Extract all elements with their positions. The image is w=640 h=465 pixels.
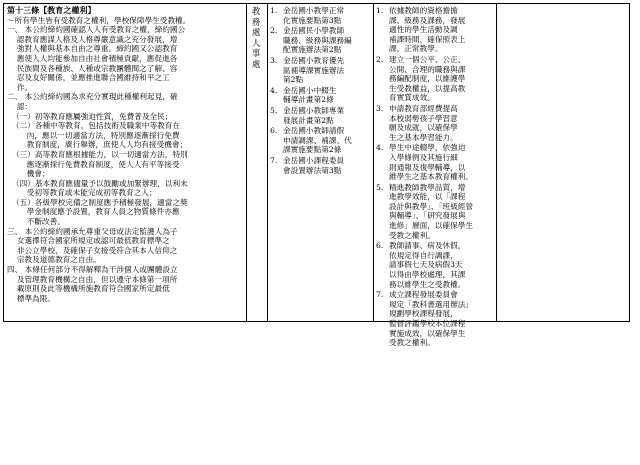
regulation-number: 6. [270, 126, 278, 136]
regulation-text [283, 26, 373, 55]
article-line: 標準為限。 [7, 293, 56, 303]
implementation-number: 3. [376, 103, 384, 113]
implementation-text [389, 55, 496, 103]
notes-column [497, 4, 629, 321]
implementation-line: 依據教師的資格擔擔 [389, 6, 458, 15]
implementation-line: 進修」層面，以確保學生 [389, 221, 474, 231]
regulation-number: 5. [270, 105, 278, 115]
regulation-line: 發展計畫第2點 [283, 115, 334, 125]
article-line: 三、 本公約締約國承允尊重父母或法定監護人為子 [7, 226, 178, 236]
regulation-item [270, 86, 373, 105]
regulation-line: 會設置辦法第3點 [283, 165, 342, 175]
implementation-line: 依規定得自行調課， [389, 250, 458, 260]
regulation-line: 金岳國民小學教師 [283, 26, 345, 36]
responsible-unit-label: 教務處人事處 [251, 6, 261, 69]
regulation-text [283, 106, 373, 125]
implementation-line: 監督評鑑學校本位課程 [389, 319, 466, 328]
implementation-line: 學生中途輟學，依強迫 [389, 143, 466, 153]
regulation-line: 金岳國小教師專業 [283, 105, 345, 115]
regulation-line: 金岳國小課程委員 [283, 155, 345, 165]
implementation-item [376, 6, 496, 54]
regulation-line: 輔導計畫第2條 [283, 95, 334, 105]
regulation-number: 7. [270, 155, 278, 165]
article-line: 非公立學校，及確保子女接受符合其本人信仰之 [7, 245, 178, 255]
implementation-line: 規定「教科書選用辦法」 [389, 299, 474, 309]
article-title: 第十三條【教育之權利】 [7, 5, 96, 15]
regulation-line: 金岳國小教師請假 [283, 126, 345, 136]
implementation-number: 7. [376, 290, 384, 300]
implementation-item [376, 104, 496, 142]
article-line: 四、 本條任何部分不得解釋為干涉個人或團體設立 [7, 265, 178, 275]
article-line: （四）基本教育應儘量予以鼓勵或加緊辦理，以利未 [7, 178, 188, 188]
implementation-text [389, 183, 496, 241]
article-line: （一）初等教育應屬強迫性質，免費普及全民； [7, 111, 173, 121]
regulation-item [270, 126, 373, 155]
implementation-line: 務編配制度，以維護學 [389, 74, 466, 84]
article-line: 認教育應謀人格及人格尊嚴意識之充分發展，增 [7, 34, 178, 44]
article-line: 女選擇符合國家所規定或認可最低教育標準之 [7, 236, 170, 246]
regulation-number: 1. [270, 6, 278, 15]
implementation-line: 以得由學校處理，其課 [389, 270, 466, 280]
regulation-text [283, 86, 373, 105]
regulation-number: 2. [270, 26, 278, 36]
responsible-unit-column [247, 4, 267, 321]
implementation-line: 適性的學生活動及調 [389, 25, 458, 35]
implementation-line: 願及成就，以確保學 [389, 123, 458, 133]
implementation-list [376, 6, 496, 348]
implementation-column [374, 4, 496, 348]
implementation-line: 請事假七天及病假3天 [389, 260, 463, 270]
implementation-line: 進教學效能，以「課程 [389, 192, 466, 202]
regulation-line: 金岳國小教學正常 [283, 6, 345, 15]
article-line: 受初等教育或未能完成初等教育之人； [7, 188, 157, 198]
implementation-line: 補課時間，確保照表上 [389, 34, 466, 44]
implementation-line: 建立一個公平、公正、 [389, 54, 466, 64]
implementation-text [389, 104, 496, 142]
implementation-item [376, 241, 496, 289]
article-line: 及管理教育機構之自由，但以遵守本條第一項所 [7, 274, 178, 284]
implementation-line: 生受教權益，以提高教 [389, 83, 466, 93]
article-line: 應逐漸採行免費教育制度，使人人有平等接受 [7, 159, 180, 169]
school-regulations-column [268, 4, 373, 321]
implementation-text [389, 290, 496, 348]
regulation-number: 4. [270, 85, 278, 95]
regulation-line: 課實施要點第2條 [283, 145, 342, 155]
implementation-line: 維學生之基本教育權利。 [389, 172, 474, 182]
regulations-list [270, 6, 373, 175]
implementation-line: 受教之權利。 [389, 338, 435, 348]
implementation-line: 本校弱勢孩子學習意 [389, 113, 458, 123]
implementation-number: 2. [376, 54, 384, 64]
article-line: 機會； [7, 169, 50, 179]
rights-table [3, 3, 630, 348]
regulation-line: 配實施辦法第2點 [283, 45, 342, 55]
regulation-text [283, 56, 373, 85]
article-line: 教育制度，廣行舉辦，庶使人人均有接受機會； [7, 140, 188, 150]
regulation-item [270, 26, 373, 55]
implementation-line: 課、級務及課務，發展 [389, 15, 466, 25]
implementation-number: 6. [376, 241, 384, 251]
implementation-item [376, 290, 496, 348]
implementation-line: 受教之權利。 [389, 230, 435, 240]
article-line: （三）高等教育應根據能力，以一切適當方法，特別 [7, 149, 188, 159]
regulation-line: 第2點 [283, 75, 304, 85]
regulation-text [283, 156, 373, 175]
regulation-line: 區補導課實施辦法 [283, 65, 345, 75]
implementation-line: 公開、合理的職務與課 [389, 64, 466, 74]
regulation-line: 申請調課、補課、代 [283, 135, 352, 145]
regulation-line: 化實施要點第3點 [283, 15, 342, 25]
implementation-line: 設計與教學」、「班級經營 [389, 201, 474, 211]
article-line: 一、 本公約締約國確認人人有受教育之權，締約國公 [7, 25, 186, 35]
implementation-number: 5. [376, 182, 384, 192]
article-line: 作。 [7, 82, 33, 92]
implementation-text [389, 6, 496, 54]
implementation-line: 規劃學校課程發展， [389, 309, 458, 319]
implementation-number: 4. [376, 143, 384, 153]
implementation-line: 則通報及復學輔導，以 [389, 162, 466, 172]
article-line: （二）各種中等教育，包括技術及職業中等教育在 [7, 121, 181, 131]
implementation-line: 生之基本學習能力。 [389, 132, 458, 142]
implementation-item [376, 55, 496, 103]
article-line: 應使人人均能參加自由社會積極貢獻，應促進各 [7, 53, 178, 63]
article-line: 民族間及各種族、人種或宗教團體間之了解、容 [7, 63, 178, 73]
article-line: 宗教及道德教育之自由。 [7, 255, 101, 265]
implementation-item [376, 143, 496, 181]
implementation-text [389, 143, 496, 181]
implementation-text [389, 241, 496, 289]
regulation-item [270, 6, 373, 25]
implementation-line: 精進教師教學品質，增 [389, 182, 466, 192]
article-line: 強對人權與基本自由之尊重。締約國又公認教育 [7, 44, 178, 54]
article-text [7, 16, 244, 304]
article-line: 二、 本公約締約國為求充分實現此種權利起見，確 [7, 92, 178, 102]
regulation-number: 3. [270, 55, 278, 65]
implementation-line: 入學條例及其施行細 [389, 152, 458, 162]
article-line: 內，應以一切適當方法，特別應逐漸採行免費 [7, 130, 180, 140]
regulation-line: 金岳國小教育優先 [283, 55, 345, 65]
regulation-text [283, 6, 373, 25]
regulation-item [270, 106, 373, 125]
article-line: 學金制度應予設置，教育人員之物質條件亦應 [7, 207, 180, 217]
implementation-line: 育實質成效。 [389, 93, 435, 103]
article-line: ～所有學生皆有受教育之權利，學校保障學生受教權。 [7, 15, 191, 25]
convention-article-column [4, 4, 246, 321]
regulation-item [270, 56, 373, 85]
implementation-line: 實施成效，以確保學生 [389, 328, 466, 338]
article-line: 載原則及此等機構所施教育符合國家所定最低 [7, 284, 170, 294]
implementation-item [376, 183, 496, 241]
article-line: 不斷改善。 [7, 217, 65, 227]
regulation-line: 職務、級務與課務編 [283, 35, 352, 45]
article-line: （五）各級學校完備之制度應予積極發展，適當之獎 [7, 197, 188, 207]
implementation-line: 教師請事、病及休假， [389, 241, 466, 251]
implementation-line: 成立課程發展委員會 [389, 290, 458, 300]
regulation-text [283, 126, 373, 155]
article-line: 認： [7, 101, 33, 111]
regulation-item [270, 156, 373, 175]
article-line: 忍及友好關係，並應推進聯合國維持和平之工 [7, 73, 170, 83]
regulation-line: 金岳國小中輟生 [283, 85, 337, 95]
implementation-line: 課，正常教學。 [389, 44, 443, 54]
implementation-number: 1. [376, 6, 384, 15]
implementation-line: 與輔導」、「研究發展與 [389, 211, 466, 221]
implementation-line: 申請教育部經費提高 [389, 103, 458, 113]
implementation-line: 務以維學生之受教權。 [389, 279, 466, 289]
